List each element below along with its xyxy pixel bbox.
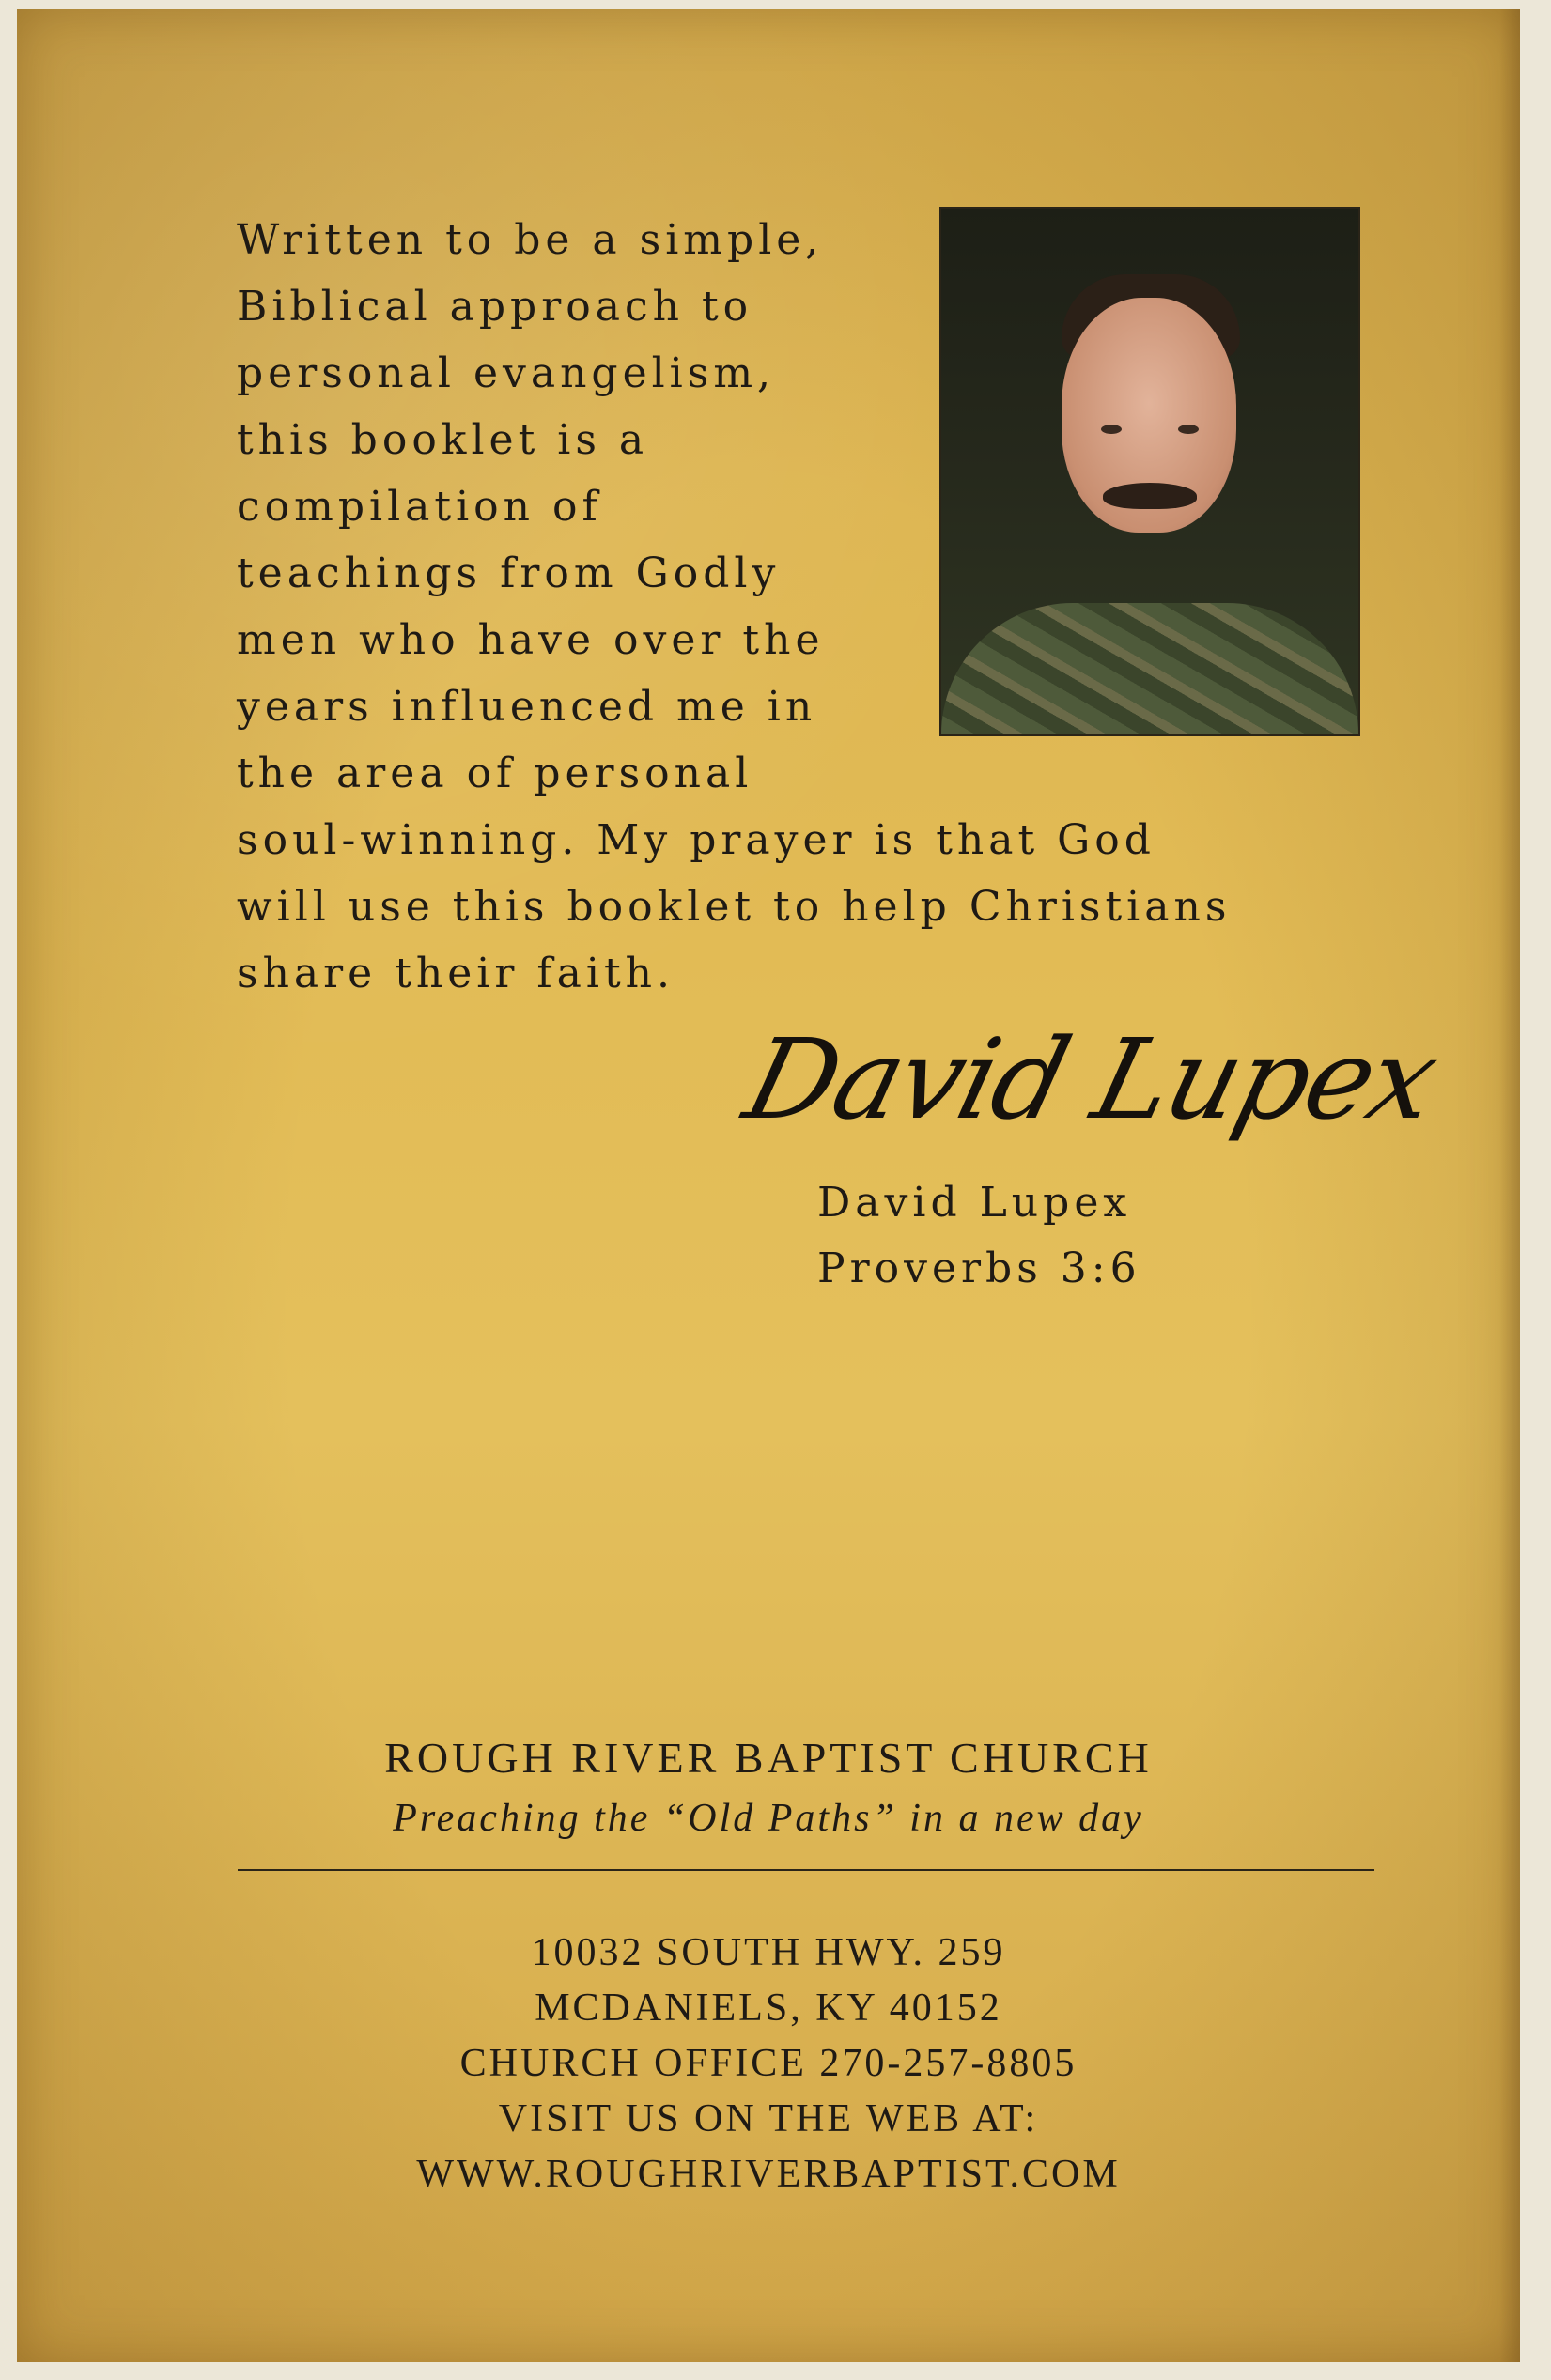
city-state-zip: MCDANIELS, KY 40152	[535, 1986, 1002, 2030]
booklet-back-cover	[17, 9, 1520, 2362]
intro-line: share their faith.	[237, 950, 675, 997]
bible-verse-reference: Proverbs 3:6	[817, 1244, 1141, 1292]
author-portrait-photo	[939, 207, 1360, 736]
street-address: 10032 SOUTH HWY. 259	[531, 1931, 1006, 1974]
author-handwritten-signature: David Lupex	[733, 1014, 1449, 1144]
portrait-shirt	[941, 603, 1358, 734]
author-name: David Lupex	[817, 1179, 1132, 1227]
divider	[238, 1869, 1374, 1871]
portrait-mustache	[1103, 483, 1197, 509]
intro-line: soul-winning. My prayer is that God	[237, 816, 1155, 864]
portrait-eye	[1101, 425, 1122, 434]
portrait-eye	[1178, 425, 1199, 434]
intro-line: will use this booklet to help Christians	[237, 883, 1232, 931]
office-phone: CHURCH OFFICE 270-257-8805	[459, 2042, 1078, 2085]
intro-line: teachings from Godly	[237, 549, 781, 597]
website-url: WWW.ROUGHRIVERBAPTIST.COM	[416, 2153, 1121, 2196]
intro-line: Written to be a simple,	[237, 216, 824, 264]
church-tagline: Preaching the “Old Paths” in a new day	[393, 1797, 1144, 1840]
intro-line: compilation of	[237, 483, 602, 531]
church-name: ROUGH RIVER BAPTIST CHURCH	[384, 1734, 1153, 1782]
intro-line: years influenced me in	[237, 683, 817, 731]
intro-line: the area of personal	[237, 750, 753, 797]
church-contact-block	[17, 1925, 1520, 2202]
intro-line: this booklet is a	[237, 416, 649, 464]
intro-line: Biblical approach to	[237, 283, 753, 331]
web-prompt: VISIT US ON THE WEB AT:	[498, 2097, 1039, 2140]
intro-line: personal evangelism,	[237, 349, 776, 397]
intro-line: men who have over the	[237, 616, 825, 664]
